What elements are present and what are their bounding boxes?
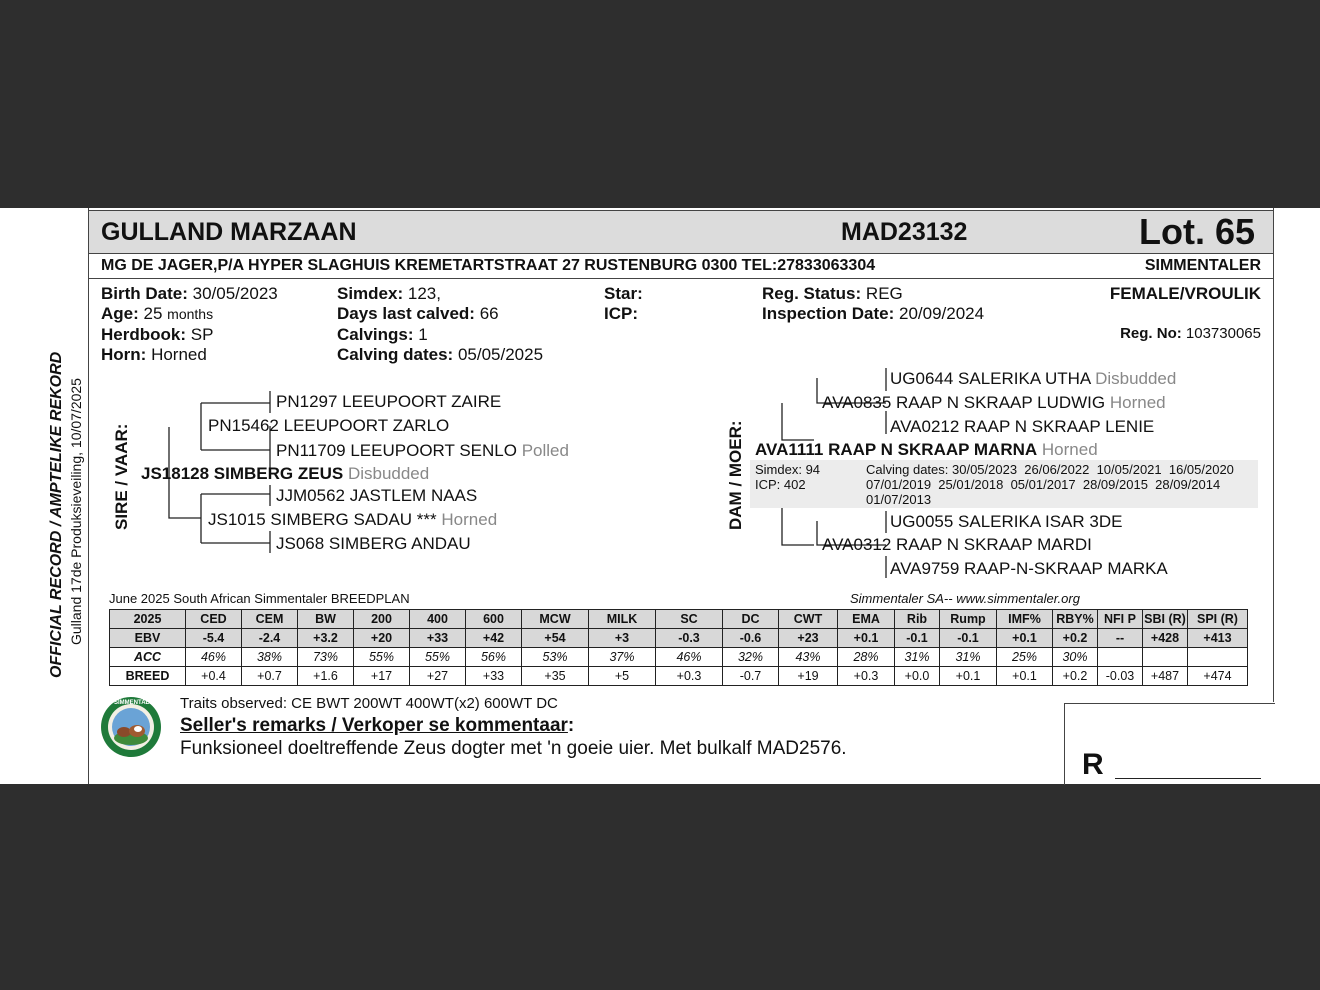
- dam-name: AVA1111 RAAP N SKRAAP MARNA Horned: [755, 440, 1098, 459]
- table-header-cell: EMA: [838, 610, 895, 629]
- table-header-cell: SC: [656, 610, 723, 629]
- table-cell: +1.6: [298, 667, 354, 686]
- table-row-ebv: [110, 629, 1248, 648]
- animal-name: GULLAND MARZAAN: [101, 218, 357, 246]
- record-card: [88, 208, 1273, 784]
- table-header-cell: 2025: [110, 610, 186, 629]
- remarks-text: Funksioneel doeltreffende Zeus dogter met 'n goeie uier. Met bulkalf MAD2576.: [180, 738, 847, 759]
- table-cell: -0.6: [723, 629, 779, 648]
- record-sheet: [0, 208, 1320, 784]
- table-cell: -0.1: [895, 629, 940, 648]
- dam-calving-line-3: 01/07/2013: [866, 492, 932, 507]
- side-title: OFFICIAL RECORD / AMPTELIKE REKORD: [48, 351, 65, 678]
- table-cell: +0.1: [838, 629, 895, 648]
- table-cell: 46%: [656, 648, 723, 667]
- table-cell: +0.1: [997, 629, 1053, 648]
- dam-dam-dam: AVA9759 RAAP-N-SKRAAP MARKA: [890, 559, 1168, 578]
- table-cell: +413: [1188, 629, 1248, 648]
- dam-sire-sire: UG0644 SALERIKA UTHA Disbudded: [890, 369, 1177, 388]
- days-last-calved: Days last calved: 66: [337, 304, 499, 323]
- table-cell: +0.1: [940, 667, 997, 686]
- table-cell: +487: [1143, 667, 1188, 686]
- table-cell: -0.7: [723, 667, 779, 686]
- table-cell: 53%: [522, 648, 589, 667]
- calvings: Calvings: 1: [337, 325, 428, 344]
- table-header-cell: IMF%: [997, 610, 1053, 629]
- table-cell: -5.4: [186, 629, 242, 648]
- icp: ICP:: [604, 304, 638, 323]
- website: Simmentaler SA-- www.simmentaler.org: [850, 591, 1080, 606]
- table-cell: +54: [522, 629, 589, 648]
- table-cell: +3.2: [298, 629, 354, 648]
- dam-calving-line-2: 07/01/2019 25/01/2018 05/01/2017 28/09/2015 28/09/2014: [866, 477, 1221, 492]
- table-cell: [1098, 648, 1143, 667]
- table-cell: EBV: [110, 629, 186, 648]
- dam-label: DAM / MOER:: [726, 420, 745, 530]
- table-header-row: [110, 610, 1248, 629]
- price-box: [1064, 703, 1275, 785]
- table-cell: +42: [466, 629, 522, 648]
- table-cell: +0.2: [1053, 629, 1098, 648]
- table-cell: +35: [522, 667, 589, 686]
- table-cell: 31%: [895, 648, 940, 667]
- star: Star:: [604, 284, 643, 303]
- table-cell: +0.1: [997, 667, 1053, 686]
- table-cell: +3: [589, 629, 656, 648]
- simdex: Simdex: 123,: [337, 284, 441, 303]
- table-header-cell: Rib: [895, 610, 940, 629]
- sire-dam-dam: JS068 SIMBERG ANDAU: [276, 534, 471, 553]
- table-header-cell: NFI P: [1098, 610, 1143, 629]
- table-header-cell: SBI (R): [1143, 610, 1188, 629]
- price-label: R: [1082, 748, 1104, 781]
- dam-dam: AVA0312 RAAP N SKRAAP MARDI: [822, 535, 1092, 554]
- sex: FEMALE/VROULIK: [1109, 284, 1261, 303]
- horn: Horn: Horned: [101, 345, 207, 364]
- table-cell: +0.0: [895, 667, 940, 686]
- table-cell: 37%: [589, 648, 656, 667]
- table-header-cell: CWT: [779, 610, 838, 629]
- dam-icp: ICP: 402: [755, 477, 806, 492]
- side-subtitle: Gulland 17de Produksieveiling, 10/07/2025: [68, 378, 84, 645]
- table-cell: +23: [779, 629, 838, 648]
- breed-name: SIMMENTALER: [1144, 257, 1261, 274]
- table-cell: 32%: [723, 648, 779, 667]
- table-header-cell: 600: [466, 610, 522, 629]
- dam-calving-line-1: Calving dates: 30/05/2023 26/06/2022 10/05/2021 16/05/2020: [866, 462, 1234, 477]
- table-header-cell: Rump: [940, 610, 997, 629]
- sire-sire-sire: PN1297 LEEUPOORT ZAIRE: [276, 392, 502, 411]
- logo-text: SIMMENTALER: [114, 700, 158, 706]
- table-cell: +33: [466, 667, 522, 686]
- birth-date: Birth Date: 30/05/2023: [101, 284, 278, 303]
- reg-number: Reg. No: 103730065: [1120, 325, 1261, 342]
- remarks-title: Seller's remarks / Verkoper se kommentaar:: [180, 715, 575, 736]
- dam-simdex: Simdex: 94: [755, 462, 821, 477]
- table-cell: +17: [354, 667, 410, 686]
- table-header-cell: CED: [186, 610, 242, 629]
- table-header-cell: RBY%: [1053, 610, 1098, 629]
- table-cell: ACC: [110, 648, 186, 667]
- table-cell: 55%: [410, 648, 466, 667]
- table-cell: +0.7: [242, 667, 298, 686]
- price-line[interactable]: [1115, 778, 1261, 779]
- table-cell: 43%: [779, 648, 838, 667]
- table-cell: 25%: [997, 648, 1053, 667]
- table-cell: 73%: [298, 648, 354, 667]
- table-cell: BREED: [110, 667, 186, 686]
- table-cell: +27: [410, 667, 466, 686]
- reg-status: Reg. Status: REG: [762, 284, 903, 303]
- table-cell: -0.3: [656, 629, 723, 648]
- table-cell: [1143, 648, 1188, 667]
- lot-number: Lot. 65: [1139, 211, 1256, 252]
- table-header-cell: 400: [410, 610, 466, 629]
- table-cell: +5: [589, 667, 656, 686]
- table-cell: --: [1098, 629, 1143, 648]
- sire-sire-dam: PN11709 LEEUPOORT SENLO Polled: [276, 441, 569, 460]
- dam-sire: AVA0835 RAAP N SKRAAP LUDWIG Horned: [822, 393, 1166, 412]
- dam-info-box: [750, 460, 1258, 508]
- sire-sire: PN15462 LEEUPOORT ZARLO: [208, 416, 450, 435]
- table-header-cell: MILK: [589, 610, 656, 629]
- owner-line: MG DE JAGER,P/A HYPER SLAGHUIS KREMETARTSTRAAT 27 RUSTENBURG 0300 TEL:27833063304: [101, 257, 876, 274]
- table-cell: +33: [410, 629, 466, 648]
- inspection-date: Inspection Date: 20/09/2024: [762, 304, 985, 323]
- table-cell: 46%: [186, 648, 242, 667]
- table-cell: +19: [779, 667, 838, 686]
- table-cell: +0.2: [1053, 667, 1098, 686]
- table-cell: +0.4: [186, 667, 242, 686]
- traits-observed: Traits observed: CE BWT 200WT 400WT(x2) 600WT DC: [180, 695, 558, 712]
- table-cell: -0.1: [940, 629, 997, 648]
- sire-dam: JS1015 SIMBERG SADAU *** Horned: [208, 510, 498, 529]
- table-cell: 30%: [1053, 648, 1098, 667]
- table-header-cell: SPI (R): [1188, 610, 1248, 629]
- simmentaler-logo: [100, 696, 162, 758]
- table-cell: 38%: [242, 648, 298, 667]
- table-cell: +0.3: [656, 667, 723, 686]
- table-cell: -0.03: [1098, 667, 1143, 686]
- table-header-cell: 200: [354, 610, 410, 629]
- calving-dates: Calving dates: 05/05/2025: [337, 345, 544, 364]
- dam-sire-dam: AVA0212 RAAP N SKRAAP LENIE: [890, 417, 1155, 436]
- table-cell: +20: [354, 629, 410, 648]
- sire-name: JS18128 SIMBERG ZEUS Disbudded: [141, 464, 430, 483]
- age: Age: 25 months: [101, 304, 214, 323]
- table-cell: +0.3: [838, 667, 895, 686]
- table-cell: 55%: [354, 648, 410, 667]
- dam-dam-sire: UG0055 SALERIKA ISAR 3DE: [890, 512, 1123, 531]
- table-header-cell: DC: [723, 610, 779, 629]
- table-cell: +474: [1188, 667, 1248, 686]
- sire-dam-sire: JJM0562 JASTLEM NAAS: [276, 486, 478, 505]
- table-cell: +428: [1143, 629, 1188, 648]
- herdbook: Herdbook: SP: [101, 325, 214, 344]
- table-cell: 28%: [838, 648, 895, 667]
- sire-label: SIRE / VAAR:: [112, 423, 131, 530]
- table-header-cell: CEM: [242, 610, 298, 629]
- breedplan-table: [109, 609, 1248, 686]
- table-row-brd: [110, 667, 1248, 686]
- table-cell: 31%: [940, 648, 997, 667]
- table-header-cell: BW: [298, 610, 354, 629]
- table-header-cell: MCW: [522, 610, 589, 629]
- breedplan-title: June 2025 South African Simmentaler BREEDPLAN: [109, 591, 410, 606]
- table-cell: -2.4: [242, 629, 298, 648]
- table-cell: 56%: [466, 648, 522, 667]
- table-cell: [1188, 648, 1248, 667]
- table-row-acc: [110, 648, 1248, 667]
- animal-id: MAD23132: [841, 218, 968, 246]
